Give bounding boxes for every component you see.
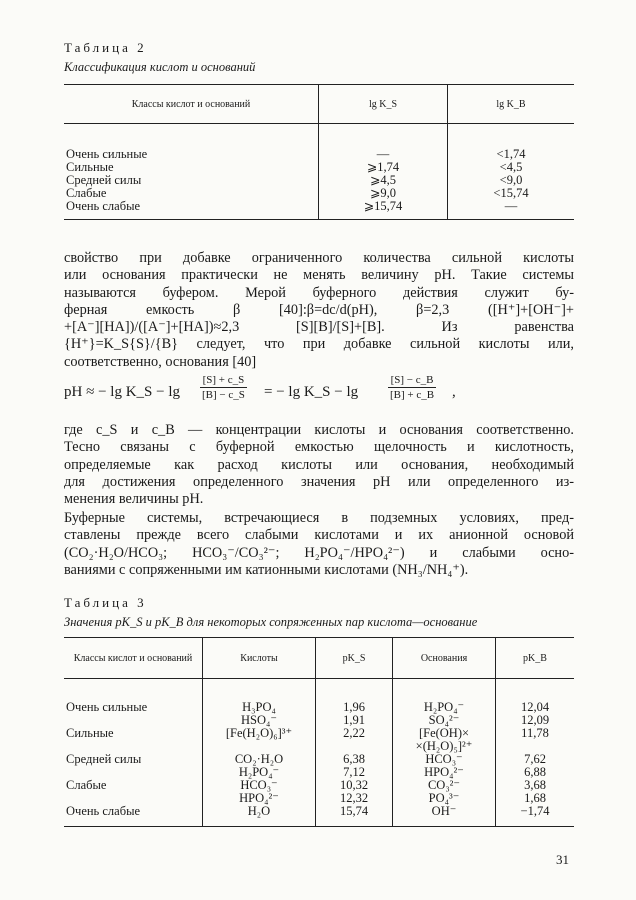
text-line: ферная емкость β [40]:β=dc/d(pH), β=2,3 ([H⁺]+[OH⁻]+ — [64, 301, 574, 318]
table3-cell: HCO₃⁻ — [393, 753, 496, 766]
text-line: Тесно связаны с буферной емкостью щелочность и кислотность, — [64, 439, 574, 456]
table3-cell: 3,68 — [524, 778, 546, 792]
table3-cell: 7,62 — [524, 752, 546, 766]
text-line: свойство при добавке ограниченного количества сильной кислоты — [64, 250, 574, 266]
table-row — [64, 714, 574, 727]
table2-label: Таблица 2 — [64, 40, 147, 55]
text-line: (CO₂·H₂O/HCO₃; HCO₃⁻/CO₃²⁻; H₂PO₄⁻/HPO₄²⁻) и слабыми осно- — [64, 544, 574, 561]
text-line: определяемые как расход кислоты или основания, необходимый — [64, 456, 574, 473]
table3-cell: HPO₄²⁻ — [203, 792, 316, 805]
text-line: соответственно, основания [40] — [64, 353, 257, 370]
table2-cell: — — [448, 200, 575, 220]
page-number: 31 — [556, 852, 569, 867]
table2-cell: Очень сильные — [64, 124, 319, 162]
table3-cell: H₂PO₄⁻ — [393, 679, 496, 715]
table3-cell: Слабые — [64, 779, 203, 792]
text-line: для достижения определенного значения pH или определенного из- — [64, 473, 574, 490]
table2-cell: <15,74 — [493, 186, 529, 200]
table3-header-acids: Кислоты — [203, 638, 316, 679]
formula-mid: = − lg K_S − lg — [264, 384, 359, 400]
table3-cell: −1,74 — [496, 805, 575, 827]
table2-header-lgkb: lg K_B — [448, 85, 575, 124]
table3-cell: 12,32 — [316, 792, 393, 805]
fraction-denominator: [B] − c_S — [202, 389, 245, 401]
table-row — [64, 753, 574, 766]
table2-cell: Слабые — [64, 187, 319, 200]
table3-cell: Сильные — [64, 727, 203, 740]
table3-cell: 1,91 — [316, 714, 393, 727]
table2-header-lgks: lg K_S — [319, 85, 448, 124]
table3-cell: ×(H₂O)₅]²⁺ — [393, 740, 496, 753]
table2-cell: <1,74 — [496, 147, 526, 161]
table-row — [64, 805, 574, 827]
text-line: ваниями с сопряженными им катионными кислотами (NH₃/NH₄⁺). — [64, 561, 469, 578]
table2-cell: Очень слабые — [64, 200, 319, 220]
table-row — [64, 779, 574, 792]
table3-cell: 6,88 — [524, 765, 546, 779]
table2-cell: ⩾1,74 — [319, 161, 448, 174]
table3-cell: 1,68 — [524, 791, 546, 805]
table-row — [64, 200, 574, 220]
table3-cell: 15,74 — [316, 805, 393, 827]
table2-cell: Средней силы — [64, 174, 319, 187]
table3-header-bases: Основания — [393, 638, 496, 679]
table3-cell: H₂O — [203, 805, 316, 827]
table3-cell: 6,38 — [316, 753, 393, 766]
table3-title: Значения pK_S и pK_B для некоторых сопряженных пар кислота—основание — [64, 615, 478, 629]
table3-cell: CO₃²⁻ — [393, 779, 496, 792]
table3-header-pks: pK_S — [316, 638, 393, 679]
table3-cell: 2,22 — [316, 727, 393, 740]
table3-cell: [Fe(OH)× — [393, 727, 496, 740]
table3-cell: [Fe(H₂O)₆]³⁺ — [203, 727, 316, 740]
fraction-denominator: [B] + c_B — [390, 389, 435, 401]
table2-cell: <9,0 — [499, 173, 523, 187]
fraction-numerator: [S] − c_B — [388, 374, 436, 388]
table2-cell: ⩾9,0 — [319, 187, 448, 200]
fraction-numerator: [S] + c_S — [200, 374, 247, 388]
table2 — [64, 84, 574, 220]
formula-end: , — [452, 384, 456, 400]
table3-header-class: Классы кислот и оснований — [64, 638, 203, 679]
table3-cell: 12,04 — [520, 700, 550, 714]
table3-cell: 7,12 — [316, 766, 393, 779]
table3-cell: SO₄²⁻ — [393, 714, 496, 727]
table3-cell: Очень сильные — [64, 679, 203, 715]
table3-cell: HSO₄⁻ — [203, 714, 316, 727]
table3-cell: Очень слабые — [64, 805, 203, 827]
text-line: Буферные системы, встречающиеся в подземных условиях, пред- — [64, 510, 574, 526]
table3-cell: 12,09 — [520, 713, 550, 727]
table-row — [64, 792, 574, 805]
paragraph-buffer — [64, 250, 574, 371]
table2-cell: — — [319, 124, 448, 162]
table3-header-pkb: pK_B — [496, 638, 575, 679]
table2-cell: ⩾4,5 — [319, 174, 448, 187]
text-line: или основания практически не менять величину pH. Такие системы — [64, 267, 574, 284]
table3-cell: CO₂·H₂O — [203, 753, 316, 766]
table3-label: Таблица 3 — [64, 595, 147, 610]
formula-lhs: pH ≈ − lg K_S − lg — [64, 384, 180, 400]
text-line: ставлены прежде всего слабыми кислотами и их анионной основой — [64, 527, 574, 544]
table3-cell: 1,96 — [316, 679, 393, 715]
table3-cell: 10,32 — [316, 779, 393, 792]
table3-cell: HCO₃⁻ — [203, 779, 316, 792]
text-line: называются буфером. Мерой буферного действия служит бу- — [64, 284, 574, 301]
table2-header-class: Классы кислот и оснований — [64, 85, 319, 124]
table-row — [64, 766, 574, 779]
text-line: {H⁺}=K_S{S}/{B} следует, что при добавке сильной кислоты или, — [64, 336, 574, 353]
table3-cell: 11,78 — [521, 726, 549, 740]
table2-title: Классификация кислот и оснований — [64, 60, 256, 74]
table2-cell: ⩾15,74 — [319, 200, 448, 220]
formula-fraction-2 — [388, 374, 436, 401]
table-row — [64, 124, 574, 162]
table3-cell: PO₄³⁻ — [393, 792, 496, 805]
table3-cell: HPO₄²⁻ — [393, 766, 496, 779]
ph-formula — [64, 370, 574, 418]
table3-cell: H₂PO₄⁻ — [203, 766, 316, 779]
table2-cell: <4,5 — [499, 160, 523, 174]
text-line: +[A⁻][HA])/([A⁻]+[HA])≈2,3 [S][B]/[S]+[B]. Из равенства — [64, 319, 574, 336]
table3-cell: Средней силы — [64, 753, 203, 766]
table2-cell: Сильные — [64, 161, 319, 174]
paragraph-alkalinity — [64, 422, 574, 508]
table-row — [64, 727, 574, 740]
table-row — [64, 679, 574, 715]
table3 — [64, 637, 574, 827]
text-line: менения величины pH. — [64, 491, 204, 508]
text-line: где c_S и c_B — концентрации кислоты и основания соответственно. — [64, 422, 574, 438]
table-row — [64, 187, 574, 200]
table3-cell: H₃PO₄ — [203, 679, 316, 715]
paragraph-buffer-systems — [64, 510, 574, 579]
table3-cell: OH⁻ — [393, 805, 496, 827]
formula-fraction-1 — [200, 374, 247, 401]
